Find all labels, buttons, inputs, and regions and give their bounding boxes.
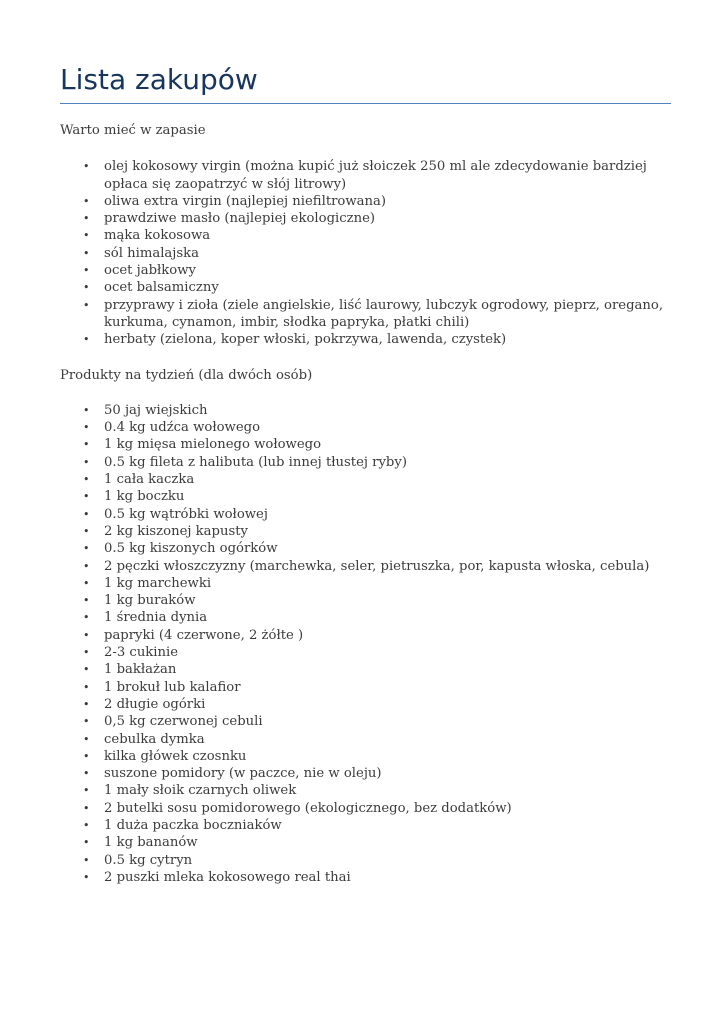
list-item xyxy=(60,193,680,210)
bullet-icon: • xyxy=(83,853,90,867)
bullet-icon: • xyxy=(83,194,90,208)
list-item xyxy=(60,627,680,644)
list-item xyxy=(60,696,680,713)
bullet-icon: • xyxy=(83,490,90,504)
list-item xyxy=(60,869,680,886)
bullet-icon: • xyxy=(83,507,90,521)
bullet-icon: • xyxy=(83,438,90,452)
bullet-icon: • xyxy=(83,732,90,746)
list-item-text: 0.4 kg udźca wołowego xyxy=(104,420,261,436)
list-item-text: 1 mały słoik czarnych oliwek xyxy=(104,783,297,799)
list-item xyxy=(60,523,680,540)
list-item xyxy=(60,661,680,678)
bullet-icon: • xyxy=(83,403,90,417)
list-item-text: 1 cała kaczka xyxy=(104,472,195,488)
list-item xyxy=(60,454,680,471)
list-item-text: cebulka dymka xyxy=(104,731,205,747)
list-item-text: 1 kg boczku xyxy=(104,489,185,505)
list-item-text: 0.5 kg cytryn xyxy=(104,852,193,868)
list-item xyxy=(60,331,680,348)
bullet-icon: • xyxy=(83,455,90,469)
list-item xyxy=(60,227,680,244)
list-item xyxy=(60,262,680,279)
bullet-icon: • xyxy=(83,229,90,243)
weekly-products-list xyxy=(60,402,680,886)
section-heading-weekly: Produkty na tydzień (dla dwóch osób) xyxy=(60,367,313,383)
list-item xyxy=(60,558,680,575)
list-item xyxy=(60,731,680,748)
bullet-icon: • xyxy=(83,680,90,694)
page-title: Lista zakupów xyxy=(60,63,258,96)
bullet-icon: • xyxy=(83,611,90,625)
list-item xyxy=(60,158,680,193)
list-item xyxy=(60,609,680,626)
list-item xyxy=(60,436,680,453)
bullet-icon: • xyxy=(83,870,90,884)
bullet-icon: • xyxy=(83,542,90,556)
list-item-text: 2 kg kiszonej kapusty xyxy=(104,523,248,539)
bullet-icon: • xyxy=(83,646,90,660)
list-item-text: 1 średnia dynia xyxy=(104,610,208,626)
list-item xyxy=(60,210,680,227)
list-item xyxy=(60,644,680,661)
title-divider xyxy=(60,103,671,104)
list-item xyxy=(60,800,680,817)
list-item-text: 2-3 cukinie xyxy=(104,645,179,661)
list-item-text: przyprawy i zioła (ziele angielskie, liść laurowy, lubczyk ogrodowy, pieprz, oregano, kurkuma, cynamon, imbir, słodka papryka, płatki chili) xyxy=(104,297,664,330)
list-item-text: prawdziwe masło (najlepiej ekologiczne) xyxy=(104,211,376,227)
list-item xyxy=(60,279,680,296)
list-item xyxy=(60,402,680,419)
bullet-icon: • xyxy=(83,524,90,538)
list-item-text: 1 kg marchewki xyxy=(104,575,212,591)
list-item xyxy=(60,852,680,869)
list-item xyxy=(60,592,680,609)
list-item-text: suszone pomidory (w paczce, nie w oleju) xyxy=(104,766,382,782)
list-item-text: 0.5 kg fileta z halibuta (lub innej tłustej ryby) xyxy=(104,454,407,470)
list-item xyxy=(60,713,680,730)
bullet-icon: • xyxy=(83,697,90,711)
list-item xyxy=(60,782,680,799)
list-item-text: kilka główek czosnku xyxy=(104,748,247,764)
list-item xyxy=(60,297,680,332)
bullet-icon: • xyxy=(83,767,90,781)
list-item xyxy=(60,679,680,696)
list-item-text: ocet jabłkowy xyxy=(104,263,196,279)
bullet-icon: • xyxy=(83,281,90,295)
bullet-icon: • xyxy=(83,836,90,850)
list-item xyxy=(60,245,680,262)
list-item-text: 1 kg buraków xyxy=(104,593,196,609)
list-item xyxy=(60,419,680,436)
list-item-text: 0.5 kg wątróbki wołowej xyxy=(104,506,268,522)
list-item-text: mąka kokosowa xyxy=(104,228,211,244)
list-item-text: herbaty (zielona, koper włoski, pokrzywa, lawenda, czystek) xyxy=(104,332,507,348)
list-item-text: 1 duża paczka boczniaków xyxy=(104,817,282,833)
list-item xyxy=(60,834,680,851)
pantry-list xyxy=(60,158,680,348)
bullet-icon: • xyxy=(83,594,90,608)
list-item xyxy=(60,540,680,557)
list-item-text: oliwa extra virgin (najlepiej niefiltrowana) xyxy=(104,193,387,209)
bullet-icon: • xyxy=(83,715,90,729)
list-item-text: 2 puszki mleka kokosowego real thai xyxy=(104,869,351,885)
list-item xyxy=(60,817,680,834)
list-item-text: sól himalajska xyxy=(104,245,199,261)
list-item-text: 2 długie ogórki xyxy=(104,696,206,712)
bullet-icon: • xyxy=(83,749,90,763)
list-item xyxy=(60,575,680,592)
list-item-text: 1 kg bananów xyxy=(104,835,198,851)
list-item-text: 1 kg mięsa mielonego wołowego xyxy=(104,437,322,453)
bullet-icon: • xyxy=(83,784,90,798)
bullet-icon: • xyxy=(83,333,90,347)
list-item-text: papryki (4 czerwone, 2 żółte ) xyxy=(104,627,304,643)
document-body xyxy=(60,122,680,886)
bullet-icon: • xyxy=(83,801,90,815)
bullet-icon: • xyxy=(83,818,90,832)
bullet-icon: • xyxy=(83,246,90,260)
bullet-icon: • xyxy=(83,473,90,487)
list-item xyxy=(60,506,680,523)
bullet-icon: • xyxy=(83,628,90,642)
list-item-text: 50 jaj wiejskich xyxy=(104,402,208,418)
bullet-icon: • xyxy=(83,212,90,226)
list-item-text: 0,5 kg czerwonej cebuli xyxy=(104,714,263,730)
list-item xyxy=(60,748,680,765)
bullet-icon: • xyxy=(83,298,90,312)
bullet-icon: • xyxy=(83,160,90,174)
bullet-icon: • xyxy=(83,559,90,573)
list-item-text: 2 pęczki włoszczyzny (marchewka, seler, pietruszka, por, kapusta włoska, cebula) xyxy=(104,558,650,574)
list-item-text: ocet balsamiczny xyxy=(104,280,219,296)
section-heading-pantry: Warto mieć w zapasie xyxy=(60,123,206,138)
list-item-text: 1 bakłażan xyxy=(104,662,177,678)
bullet-icon: • xyxy=(83,421,90,435)
bullet-icon: • xyxy=(83,663,90,677)
list-item-text: 1 brokuł lub kalafior xyxy=(104,679,241,695)
bullet-icon: • xyxy=(83,264,90,278)
list-item xyxy=(60,471,680,488)
list-item-text: olej kokosowy virgin (można kupić już słoiczek 250 ml ale zdecydowanie bardziej opłaca się zaopatrzyć w słój litrowy) xyxy=(104,159,647,192)
list-item-text: 2 butelki sosu pomidorowego (ekologicznego, bez dodatków) xyxy=(104,800,512,816)
list-item xyxy=(60,765,680,782)
list-item xyxy=(60,488,680,505)
bullet-icon: • xyxy=(83,576,90,590)
list-item-text: 0.5 kg kiszonych ogórków xyxy=(104,541,278,557)
